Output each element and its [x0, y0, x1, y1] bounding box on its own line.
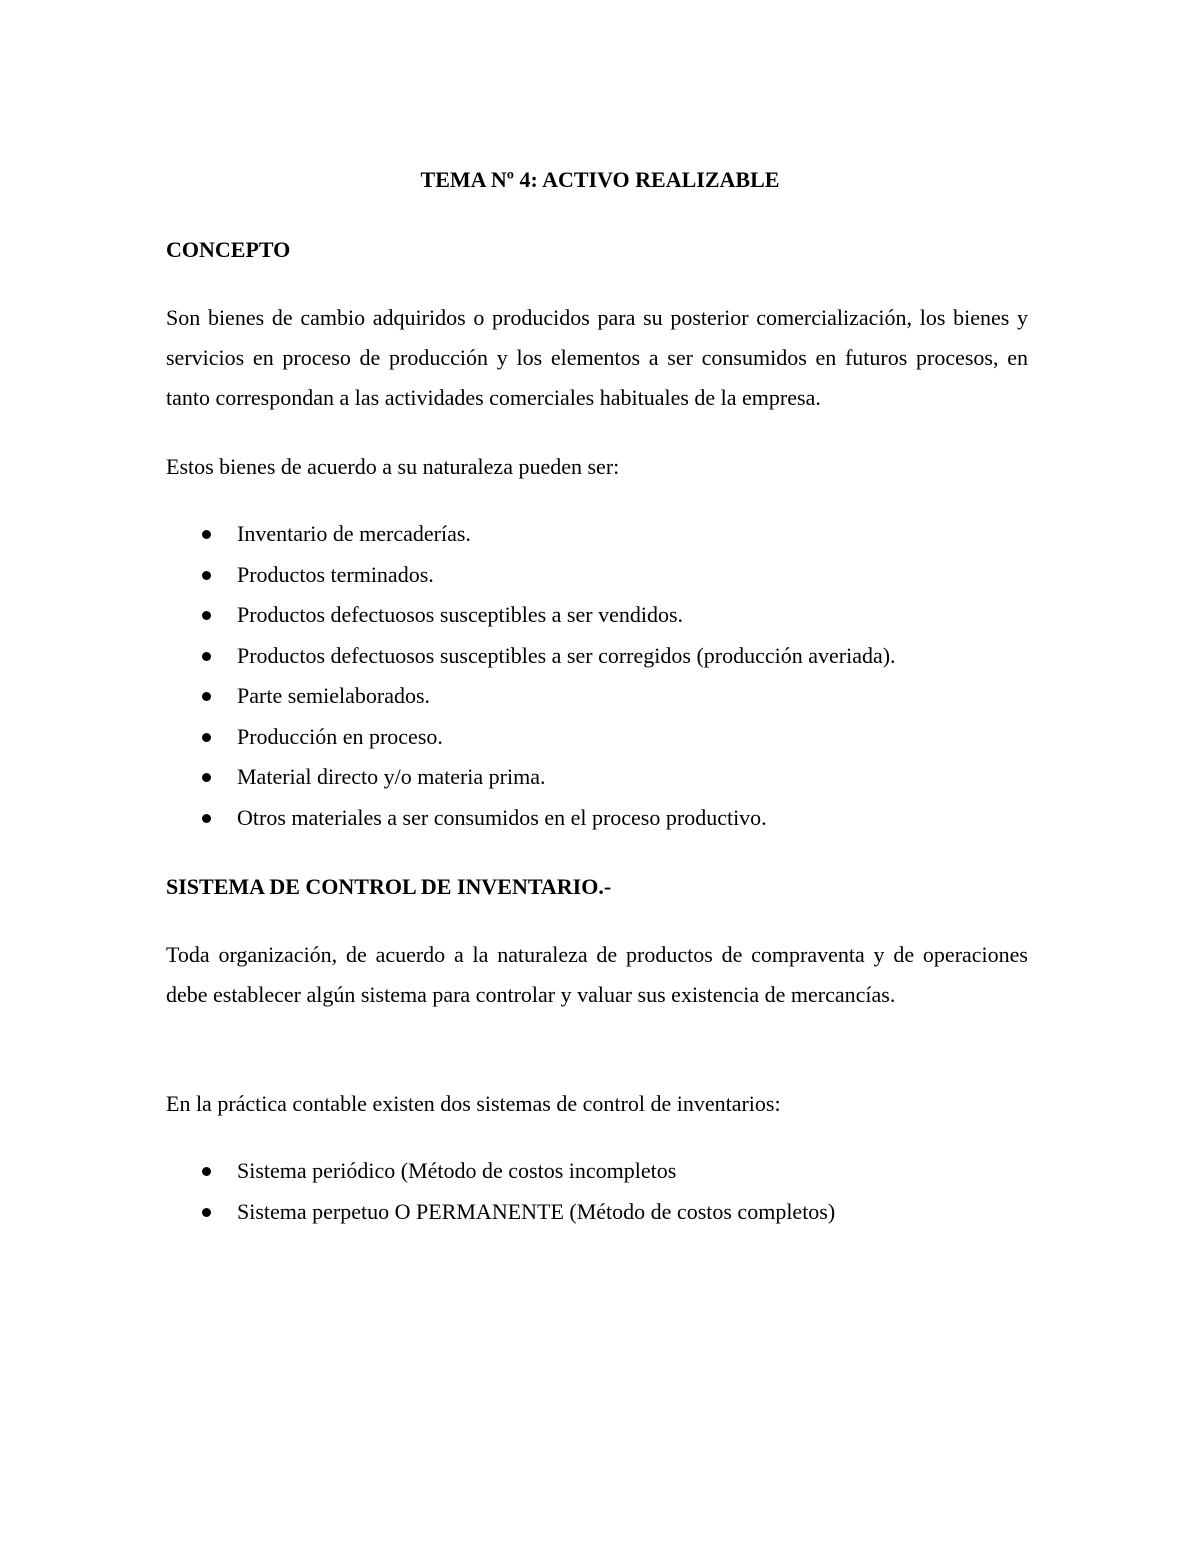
list-item: [166, 597, 1028, 638]
list-item-text: Sistema periódico (Método de costos incompletos: [237, 1158, 677, 1183]
list-item-text: Material directo y/o materia prima.: [237, 764, 546, 789]
concepto-list: [166, 516, 1028, 840]
bullet-icon: [202, 814, 211, 823]
bullet-icon: [202, 571, 211, 580]
sistema-list: [166, 1153, 1028, 1234]
bullet-icon: [202, 1208, 211, 1217]
list-item: [166, 638, 1028, 679]
bullet-icon: [202, 652, 211, 661]
list-item: [166, 516, 1028, 557]
bullet-icon: [202, 611, 211, 620]
sistema-intro: En la práctica contable existen dos sistemas de control de inventarios:: [166, 1091, 781, 1116]
sistema-heading: SISTEMA DE CONTROL DE INVENTARIO.-: [166, 874, 612, 899]
list-item-text: Productos defectuosos susceptibles a ser vendidos.: [237, 602, 684, 627]
list-item-text: Sistema perpetuo O PERMANENTE (Método de costos completos): [237, 1198, 836, 1224]
list-item: [166, 678, 1028, 719]
bullet-icon: [202, 530, 211, 539]
bullet-icon: [202, 773, 211, 782]
list-item-text: Productos terminados.: [237, 561, 434, 587]
list-item-text: Producción en proceso.: [237, 723, 443, 749]
list-item: [166, 557, 1028, 598]
list-item: [166, 719, 1028, 760]
list-item: [166, 1194, 1028, 1235]
list-item: [166, 759, 1028, 800]
list-item-text: Otros materiales a ser consumidos en el proceso productivo.: [237, 804, 767, 830]
concepto-paragraph: Son bienes de cambio adquiridos o producidos para su posterior comercialización, los bienes y servicios en proceso de producción y los elementos a ser consumidos en futuros procesos, en tanto correspondan a las actividades comerciales habituales de la empresa.: [166, 305, 1028, 410]
list-item: [166, 1153, 1028, 1194]
concepto-intro: Estos bienes de acuerdo a su naturaleza pueden ser:: [166, 454, 620, 479]
bullet-icon: [202, 1167, 211, 1176]
list-item: [166, 800, 1028, 841]
list-item-text: Inventario de mercaderías.: [237, 521, 471, 546]
document-title: TEMA Nº 4: ACTIVO REALIZABLE: [420, 167, 780, 192]
concepto-heading: CONCEPTO: [166, 237, 291, 262]
bullet-icon: [202, 733, 211, 742]
sistema-paragraph: Toda organización, de acuerdo a la naturaleza de productos de compraventa y de operaciones debe establecer algún sistema para controlar y valuar sus existencia de mercancías.: [166, 942, 1028, 1007]
list-item-text: Productos defectuosos susceptibles a ser corregidos (producción averiada).: [237, 642, 896, 668]
bullet-icon: [202, 692, 211, 701]
list-item-text: Parte semielaborados.: [237, 683, 431, 708]
